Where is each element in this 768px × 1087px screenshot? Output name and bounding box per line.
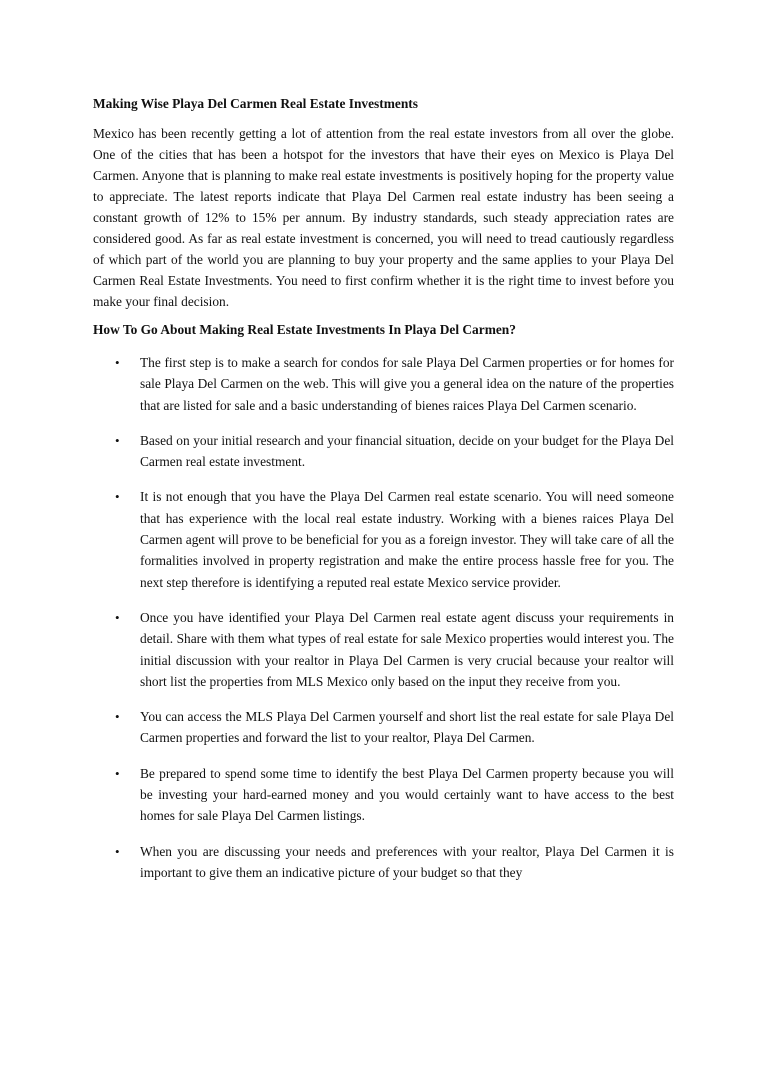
bullet-icon: • [115, 355, 120, 370]
list-item [93, 352, 674, 416]
list-item [93, 763, 674, 827]
bullet-icon: • [115, 765, 120, 781]
list-item [93, 841, 674, 884]
section-heading: How To Go About Making Real Estate Investments In Playa Del Carmen? [93, 322, 516, 337]
bullet-icon: • [115, 432, 120, 448]
bullet-icon: • [115, 709, 120, 725]
list-item-text: When you are discussing your needs and preferences with your realtor, Playa Del Carmen it is important to give them an indicative picture of your budget so that they [140, 843, 674, 880]
list-item [93, 430, 674, 473]
bullet-icon: • [115, 609, 120, 625]
bullet-list [93, 352, 674, 883]
list-item-text: Be prepared to spend some time to identify the best Playa Del Carmen property because you will be investing your hard-earned money and you would certainly want to have access to the best homes for sale Playa Del Carmen listings. [140, 765, 674, 824]
list-item [93, 607, 674, 692]
bullet-icon: • [115, 489, 120, 505]
list-item [93, 486, 674, 592]
list-item-text: Based on your initial research and your financial situation, decide on your budget for the Playa Del Carmen real estate investment. [140, 432, 674, 470]
list-item-text: You can access the MLS Playa Del Carmen yourself and short list the real estate for sale Playa Del Carmen properties and forward the list to your realtor, Playa Del Carmen. [140, 709, 674, 746]
list-item-text: Once you have identified your Playa Del Carmen real estate agent discuss your requirements in detail. Share with them what types of real estate for sale Mexico properties would interest you. The initial discussion with your realtor in Playa Del Carmen is very crucial because your realtor will short list the properties from MLS Mexico only based on the input they receive from you. [140, 609, 674, 689]
list-item-text: The first step is to make a search for condos for sale Playa Del Carmen properties or for homes for sale Playa Del Carmen on the web. This will give you a general idea on the nature of the properties that are listed for sale and a basic understanding of bienes raices Playa Del Carmen scenario. [140, 355, 674, 413]
bullet-icon: • [115, 843, 120, 859]
list-item [93, 706, 674, 749]
list-item-text: It is not enough that you have the Playa Del Carmen real estate scenario. You will need someone that has experience with the local real estate industry. Working with a bienes raices Playa Del Carmen agent will prove to be beneficial for you as a foreign investor. They will take care of all the formalities involved in property registration and make the entire process hassle free for you. The next step therefore is identifying a reputed real estate Mexico service provider. [140, 489, 674, 590]
intro-paragraph: Mexico has been recently getting a lot of attention from the real estate investors from all over the globe. One of the cities that has been a hotspot for the investors that have their eyes on Mexico is Playa Del Carmen. Anyone that is planning to make real estate investments is positively hoping for the property value to appreciate. The latest reports indicate that Playa Del Carmen real estate industry has been seeing a constant growth of 12% to 15% per annum. By industry standards, such steady appreciation rates are considered good. As far as real estate investment is concerned, you will need to tread cautiously regardless of which part of the world you are planning to buy your property and the same applies to your Playa Del Carmen Real Estate Investments. You need to first confirm whether it is the right time to invest before you make your final decision. [93, 126, 674, 309]
document-title: Making Wise Playa Del Carmen Real Estate Investments [93, 96, 418, 111]
